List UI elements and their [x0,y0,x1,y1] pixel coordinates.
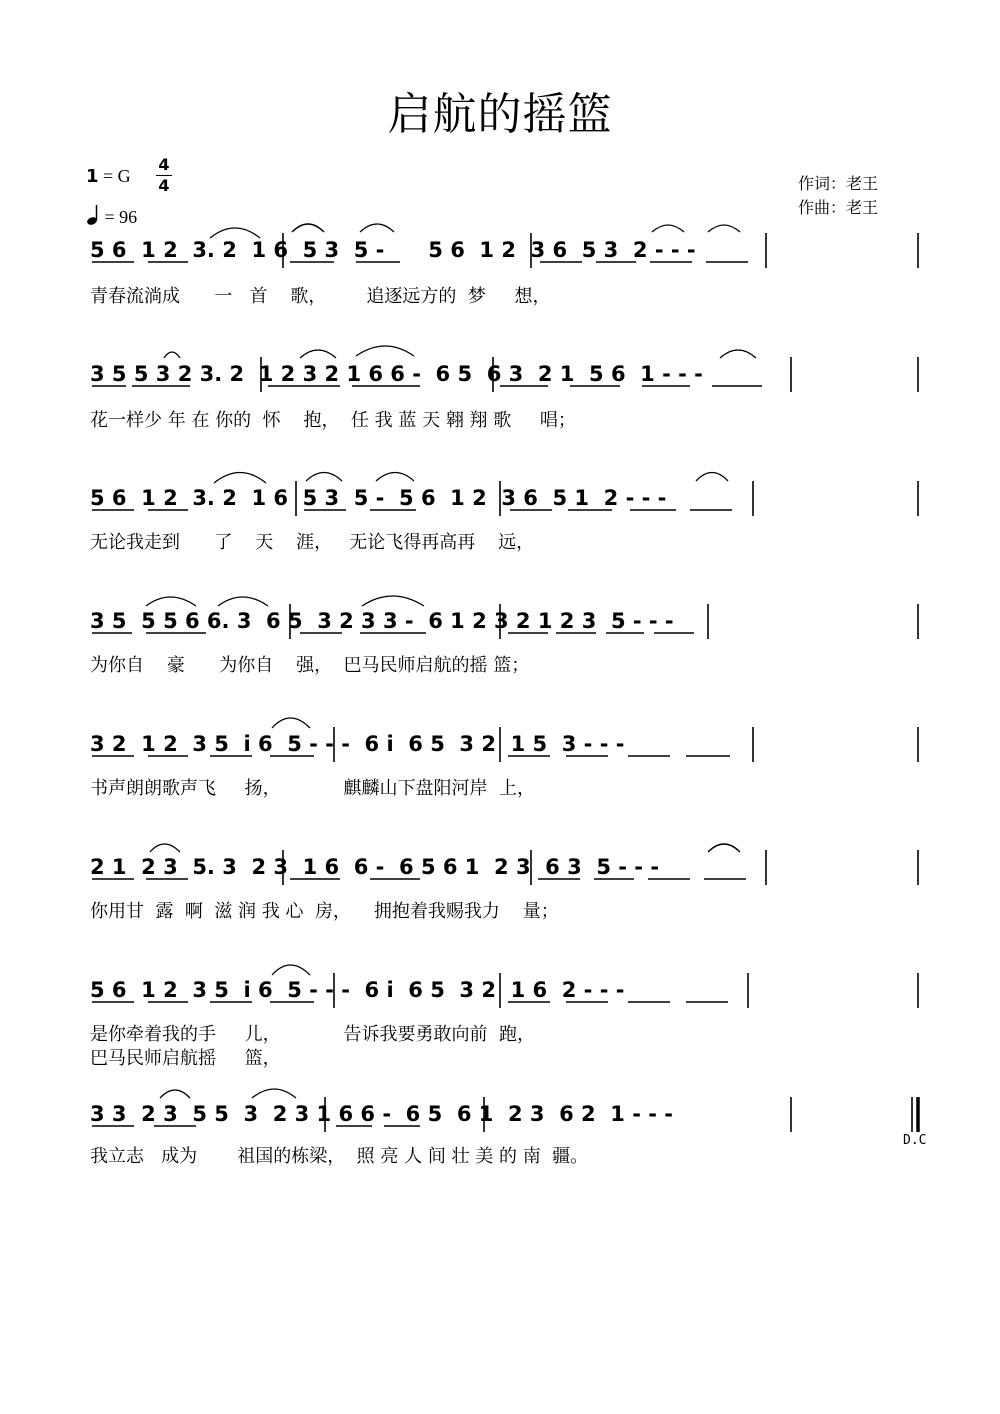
time-signature-bottom: 4 [158,176,170,195]
lyric-line: 青春流淌成 一 首 歌， 追逐远方的 梦 想， [90,286,551,307]
lyric-line: 你用甘 露 啊 滋 润 我 心 房， 拥抱着我赐我力 量； [90,901,559,922]
da-capo-marking: D.C [903,1133,927,1148]
lyric-line-second-verse: 巴马民师启航摇 篮， [90,1048,281,1069]
song-title: 启航的摇篮 [387,89,613,140]
composer-credit: 作曲：老王 [798,198,879,217]
key-tonic: 1 [86,166,99,187]
lyric-line: 无论我走到 了 天 涯， 无论飞得再高再 远， [90,532,535,553]
notation-line: 2 1 2 3 5. 3 2 3 1 6 6 - 6 5 6 1 2 3 6 3 5 - - - [90,855,660,879]
lyric-line: 我立志 成为 祖国的栋梁， 照 亮 人 间 壮 美 的 南 疆。 [90,1146,589,1167]
lyric-line: 为你自 豪 为你自 强， 巴马民师启航的摇 篮； [90,655,530,676]
notation-line: 5 6 1 2 3. 2 1 6 5 3 5 - 5 6 1 2 3 6 5 3 2 - - - [90,238,696,262]
lyric-line: 书声朗朗歌声飞 扬， 麒麟山下盘阳河岸 上， [90,778,535,799]
tempo-value: = 96 [104,207,138,227]
key-note: = G [103,166,131,186]
lyric-line: 花一样少 年 在 你的 怀 抱， 任 我 蓝 天 翱 翔 歌 唱； [90,410,576,431]
time-signature-top: 4 [158,155,170,174]
notation-line: 3 5 5 3 2 3. 2 1 2 3 2 1 6 6 - 6 5 6 3 2 1 5 6 1 - - - [90,362,703,386]
notation-line: 3 3 2 3 5 5 3 2 3 1 6 6 - 6 5 6 1 2 3 6 2 1 - - - [90,1102,673,1126]
notation-line: 5 6 1 2 3 5 i 6 5 - - - 6 i 6 5 3 2 1 6 2 - - - [90,978,625,1002]
notation-line: 5 6 1 2 3. 2 1 6 5 3 5 - 5 6 1 2 3 6 5 1 2 - - - [90,486,667,510]
notation-line: 3 5 5 5 6 6. 3 6 5 3 2 3 3 - 6 1 2 3 2 1 2 3 5 - - - [90,609,674,633]
lyric-line: 是你牵着我的手 儿， 告诉我要勇敢向前 跑， [90,1024,535,1045]
notation-line: 3 2 1 2 3 5 i 6 5 - - - 6 i 6 5 3 2 1 5 3 - - - [90,732,625,756]
lyricist-credit: 作词：老王 [798,174,879,193]
